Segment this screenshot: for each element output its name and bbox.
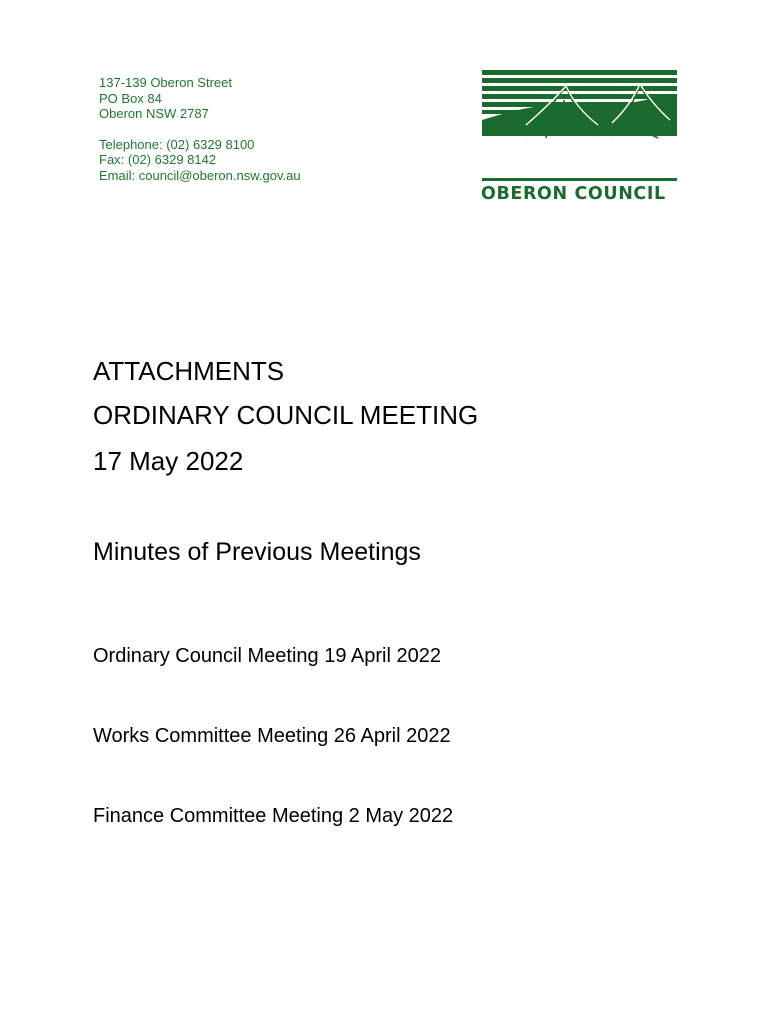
- contact-block: [99, 75, 301, 183]
- council-logo: [480, 68, 678, 208]
- section-title: Minutes of Previous Meetings: [93, 538, 421, 566]
- email: Email: council@oberon.nsw.gov.au: [99, 167, 301, 183]
- address-po-box: PO Box 84: [99, 90, 162, 106]
- logo-text: OBERON COUNCIL: [481, 184, 666, 204]
- heading-date: 17 May 2022: [93, 446, 244, 476]
- heading-attachments: ATTACHMENTS: [93, 356, 285, 386]
- list-item: Works Committee Meeting 26 April 2022: [93, 725, 451, 747]
- list-item: Finance Committee Meeting 2 May 2022: [93, 805, 454, 827]
- address-town: Oberon NSW 2787: [99, 106, 209, 121]
- fax: Fax: (02) 6329 8142: [99, 152, 217, 167]
- address-street: 137-139 Oberon Street: [99, 75, 232, 90]
- list-item: Ordinary Council Meeting 19 April 2022: [93, 645, 441, 667]
- heading-meeting: ORDINARY COUNCIL MEETING: [93, 400, 479, 430]
- telephone: Telephone: (02) 6329 8100: [99, 136, 255, 152]
